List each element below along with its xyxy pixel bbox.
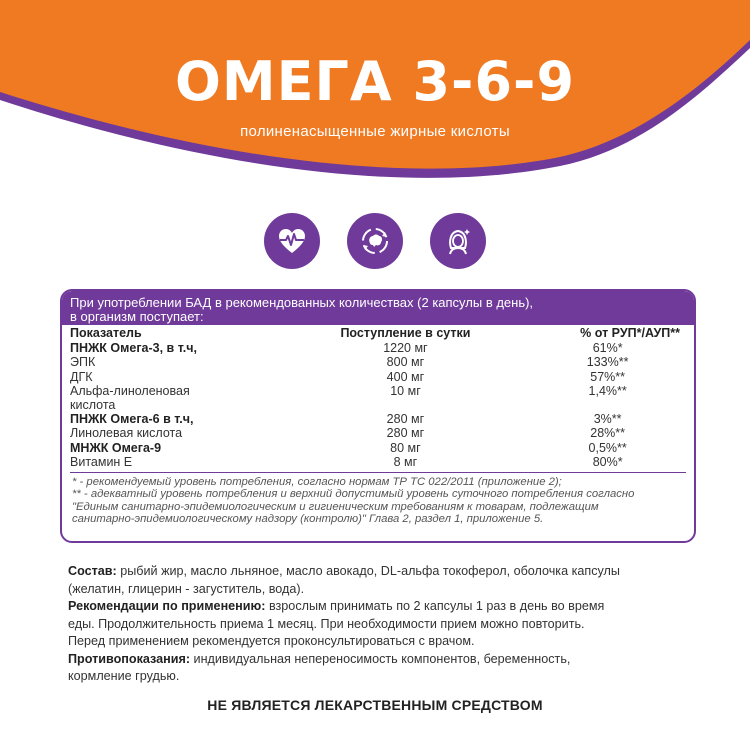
row-amount: 8 мг <box>393 454 418 469</box>
row-name: Линолевая кислота <box>70 426 183 441</box>
table-row <box>70 412 686 426</box>
row-name: ДГК <box>70 369 93 384</box>
table-row <box>70 370 686 384</box>
row-name: ПНЖК Омега-3, в т.ч, <box>70 341 197 356</box>
row-percent: 80%* <box>592 454 623 469</box>
contraindications-label: Противопоказания: <box>68 651 191 666</box>
row-amount: 280 мг <box>386 412 425 427</box>
table-row <box>70 355 686 369</box>
brain-cycle-icon <box>347 213 403 269</box>
row-amount: 80 мг <box>390 440 421 455</box>
table-row <box>70 426 686 440</box>
product-description <box>68 563 680 686</box>
table-row <box>70 441 686 455</box>
footnote-aup-line1: ** - адекватный уровень потребления и верхний допустимый уровень суточного потребления согласно <box>72 488 635 501</box>
product-subtitle: полиненасыщенные жирные кислоты <box>240 123 510 140</box>
table-row <box>70 384 686 412</box>
not-medicine-warning: НЕ ЯВЛЯЕТСЯ ЛЕКАРСТВЕННЫМ СРЕДСТВОМ <box>207 697 543 713</box>
row-percent: 28%** <box>590 426 625 441</box>
row-name: Витамин Е <box>70 454 133 469</box>
usage-line2: еды. Продолжительность приема 1 месяц. При необходимости прием можно повторить. <box>68 616 585 631</box>
row-amount: 800 мг <box>386 355 425 370</box>
column-header-indicator: Показатель <box>70 326 142 340</box>
composition-label: Состав: <box>68 564 117 578</box>
row-percent: 1,4%** <box>588 383 627 398</box>
table-row <box>70 341 686 355</box>
row-amount: 10 мг <box>390 383 421 398</box>
row-percent: 133%** <box>586 355 629 370</box>
row-name: Альфа-линоленовая кислота <box>70 383 190 413</box>
row-percent: 61%* <box>592 341 623 356</box>
contraindications-line1 <box>68 651 680 669</box>
row-amount: 1220 мг <box>383 341 428 356</box>
row-percent: 57%** <box>590 369 625 384</box>
product-title: ОМЕГА 3-6-9 <box>174 50 576 113</box>
column-header-daily-intake: Поступление в сутки <box>340 326 471 340</box>
row-percent: 0,5%** <box>588 440 627 455</box>
footnote-rup: * - рекомендуемый уровень потребления, согласно нормам ТР ТС 022/2011 (приложение 2); <box>72 476 562 489</box>
row-name: ЭПК <box>70 355 96 370</box>
composition-line1 <box>68 563 680 581</box>
row-name: ПНЖК Омега-6 в т.ч, <box>70 412 194 427</box>
contraindications-text: индивидуальная непереносимость компонентов, беременность, <box>190 651 571 666</box>
table-row <box>70 455 686 469</box>
table-intro-line1: При употреблении БАД в рекомендованных количествах (2 капсулы в день), <box>70 295 534 310</box>
row-name: МНЖК Омега-9 <box>70 440 162 455</box>
usage-text: взрослым принимать по 2 капсулы 1 раз в день во время <box>265 599 605 613</box>
table-divider <box>70 472 686 473</box>
heart-ecg-icon <box>264 213 320 269</box>
composition-line2: (желатин, глицерин - загуститель, вода). <box>68 581 305 596</box>
benefit-icons <box>0 213 750 269</box>
table-footnotes <box>70 476 686 526</box>
usage-line3: Перед применением рекомендуется проконсультироваться с врачом. <box>68 634 475 648</box>
composition-text: рыбий жир, масло льняное, масло авокадо, DL-альфа токоферол, оболочка капсулы <box>116 564 620 578</box>
table-intro <box>62 291 694 325</box>
footnote-aup-line2: "Единым санитарно-эпидемиологическим и гигиеническим требованиям к товарам, подлежащим <box>72 500 599 513</box>
row-amount: 280 мг <box>386 426 425 441</box>
woman-beauty-icon <box>430 213 486 269</box>
nutrition-table <box>60 289 696 543</box>
row-percent: 3%** <box>593 412 622 427</box>
table-header-row <box>70 326 686 340</box>
footnote-aup-line3: санитарно-эпидемиологическому надзору (контролю)" Глава 2, раздел 1, приложение 5. <box>72 513 544 526</box>
usage-line1 <box>68 598 680 616</box>
row-amount: 400 мг <box>386 369 425 384</box>
table-intro-line2: в организм поступает: <box>70 309 204 324</box>
column-header-percent: % от РУП*/АУП** <box>580 326 680 340</box>
contraindications-line2: кормление грудью. <box>68 669 180 683</box>
usage-label: Рекомендации по применению: <box>68 599 266 613</box>
